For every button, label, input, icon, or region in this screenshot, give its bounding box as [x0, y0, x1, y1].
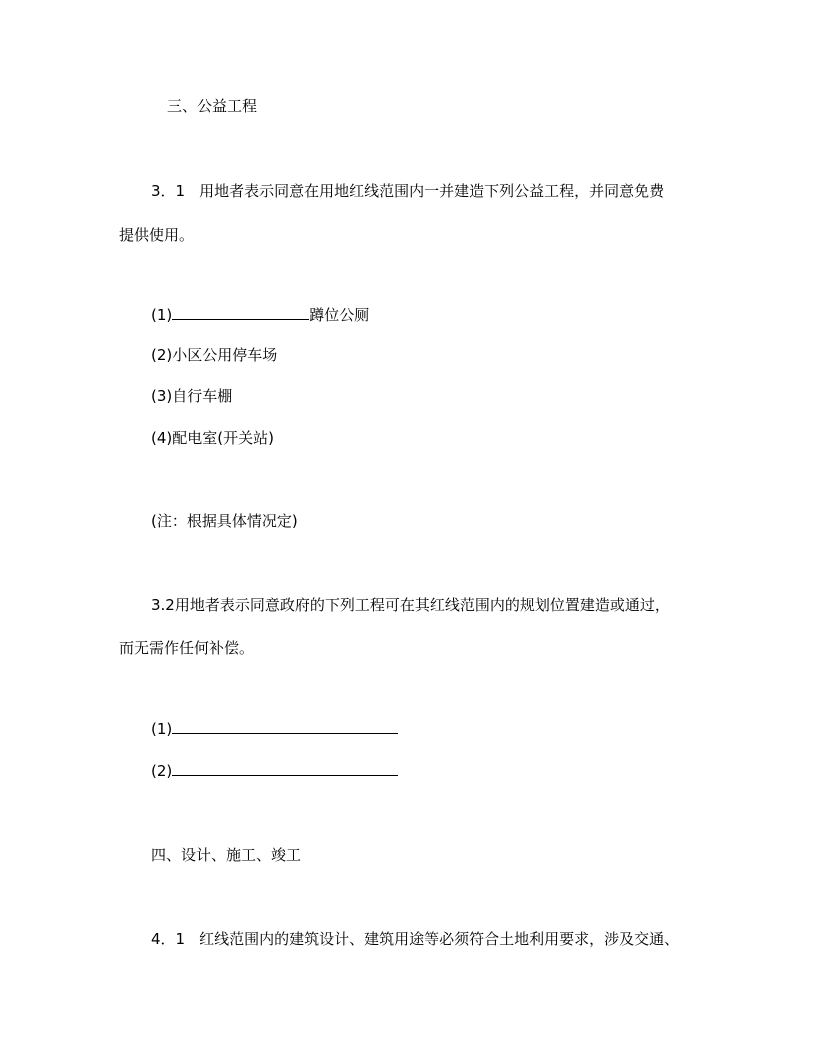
clause-4-1-number: 4．1 [151, 930, 186, 948]
section-3-heading: 三、公益工程 [167, 97, 258, 115]
fill-in-blank [172, 304, 309, 320]
list-item-marker: (4) [151, 429, 173, 447]
list-item [151, 386, 232, 406]
clause-3-2-line1: 3.2用地者表示同意政府的下列工程可在其红线范围内的规划位置建造或通过， [151, 596, 670, 614]
note: (注：根据具体情况定) [151, 512, 298, 530]
list-item [151, 304, 369, 325]
list-item-text: 蹲位公厕 [309, 306, 370, 324]
list-item-marker: (1) [151, 306, 173, 324]
clause-3-1-line1 [151, 181, 664, 201]
clause-3-1-text: 用地者表示同意在用地红线范围内一并建造下列公益工程，并同意免费 [199, 182, 665, 200]
list-item [151, 345, 277, 365]
clause-3-2-line2: 而无需作任何补偿。 [119, 639, 255, 657]
list-item-marker: (3) [151, 387, 173, 405]
blank-list-item [151, 718, 398, 739]
section-4-heading: 四、设计、施工、竣工 [151, 846, 302, 864]
list-item-text: 配电室(开关站) [172, 429, 274, 447]
list-item [151, 428, 274, 448]
fill-in-blank [172, 718, 398, 734]
list-item-text: 小区公用停车场 [172, 346, 278, 364]
list-item-marker: (1) [151, 720, 173, 738]
blank-list-item [151, 760, 398, 781]
clause-4-1-text: 红线范围内的建筑设计、建筑用途等必须符合土地利用要求，涉及交通、 [199, 930, 680, 948]
list-item-marker: (2) [151, 346, 173, 364]
list-item-text: 自行车棚 [172, 387, 233, 405]
clause-3-1-line2: 提供使用。 [119, 226, 195, 244]
list-item-marker: (2) [151, 762, 173, 780]
clause-4-1-line1 [151, 929, 679, 949]
fill-in-blank [172, 760, 398, 776]
clause-3-1-number: 3．1 [151, 182, 186, 200]
